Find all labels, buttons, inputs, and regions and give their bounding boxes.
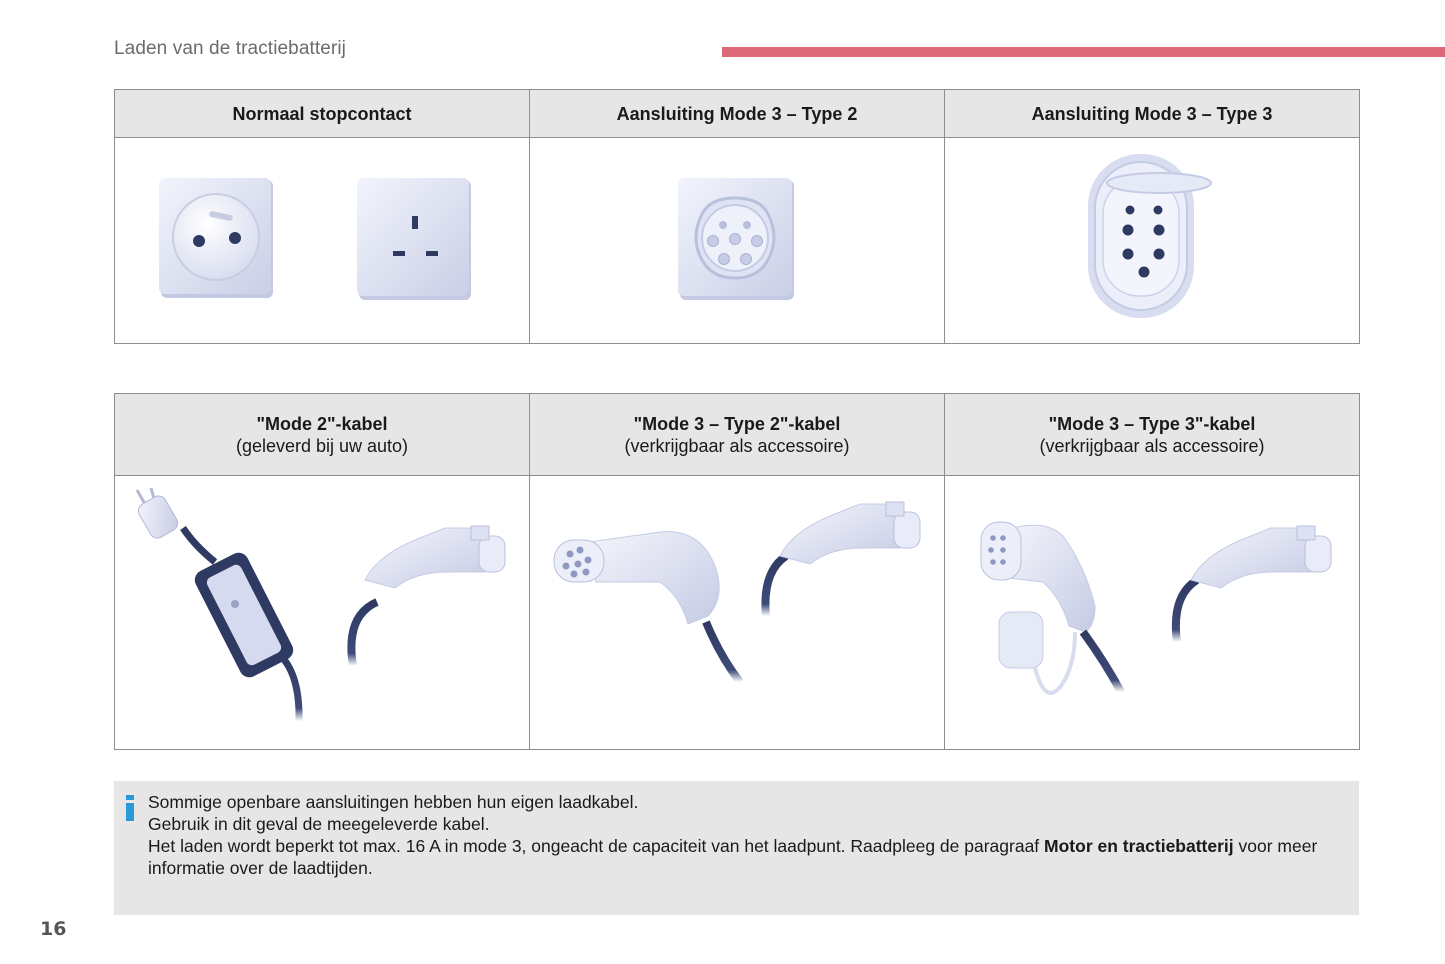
mode2-cable-icon [136,488,300,721]
header-sublabel: (verkrijgbaar als accessoire) [1039,435,1265,456]
header-label: Aansluiting Mode 3 – Type 3 [1031,103,1273,124]
header-label: "Mode 3 – Type 2"-kabel [633,413,841,434]
info-line-3 [148,835,1348,879]
vehicle-connector-icon [765,502,920,616]
header-sublabel: (verkrijgbaar als accessoire) [624,435,850,456]
cell-type2-cable [530,476,945,750]
page-header-title: Laden van de tractiebatterij [114,38,347,59]
header-mode2-cable [115,394,530,476]
info-line-3-end: voor meer informatie over de laadtijden. [148,836,1318,878]
vehicle-connector-icon [1176,526,1331,642]
header-type3-cable [945,394,1360,476]
info-line-1: Sommige openbare aansluitingen hebben hun eigen laadkabel. [148,792,639,812]
info-line-3-bold: Motor en tractiebatterij [1044,836,1234,856]
cell-type2-socket [530,138,945,344]
header-accent-bar [722,47,1445,57]
cell-type3-cable [945,476,1360,750]
vehicle-connector-icon [351,526,505,666]
cell-type3-socket [945,138,1360,344]
page-number: 16 [40,918,67,940]
info-icon [124,793,138,823]
french-socket-icon [159,178,273,298]
uk-socket-icon [357,178,471,300]
socket-table [114,89,1360,344]
type2-socket-icon [678,178,794,300]
type2-plug-icon [554,532,740,682]
header-type2-cable [530,394,945,476]
header-label: Normaal stopcontact [232,103,412,124]
header-label: Aansluiting Mode 3 – Type 2 [616,103,858,124]
type3-socket-icon [1088,154,1211,318]
header-type2-socket [530,90,945,138]
info-text [148,791,1348,879]
header-label: "Mode 2"-kabel [256,413,388,434]
type3-plug-icon [981,522,1121,693]
header-normal-socket [115,90,530,138]
header-label: "Mode 3 – Type 3"-kabel [1048,413,1256,434]
header-sublabel: (geleverd bij uw auto) [235,435,409,456]
cable-table [114,393,1360,750]
info-line-2: Gebruik in dit geval de meegeleverde kabel. [148,814,490,834]
info-box [114,781,1359,915]
info-line-3-start: Het laden wordt beperkt tot max. 16 A in mode 3, ongeacht de capaciteit van het laadpunt. Raadpleeg de paragraaf [148,836,1045,856]
cell-mode2-cable [115,476,530,750]
header-type3-socket [945,90,1360,138]
cell-normal-socket [115,138,530,344]
